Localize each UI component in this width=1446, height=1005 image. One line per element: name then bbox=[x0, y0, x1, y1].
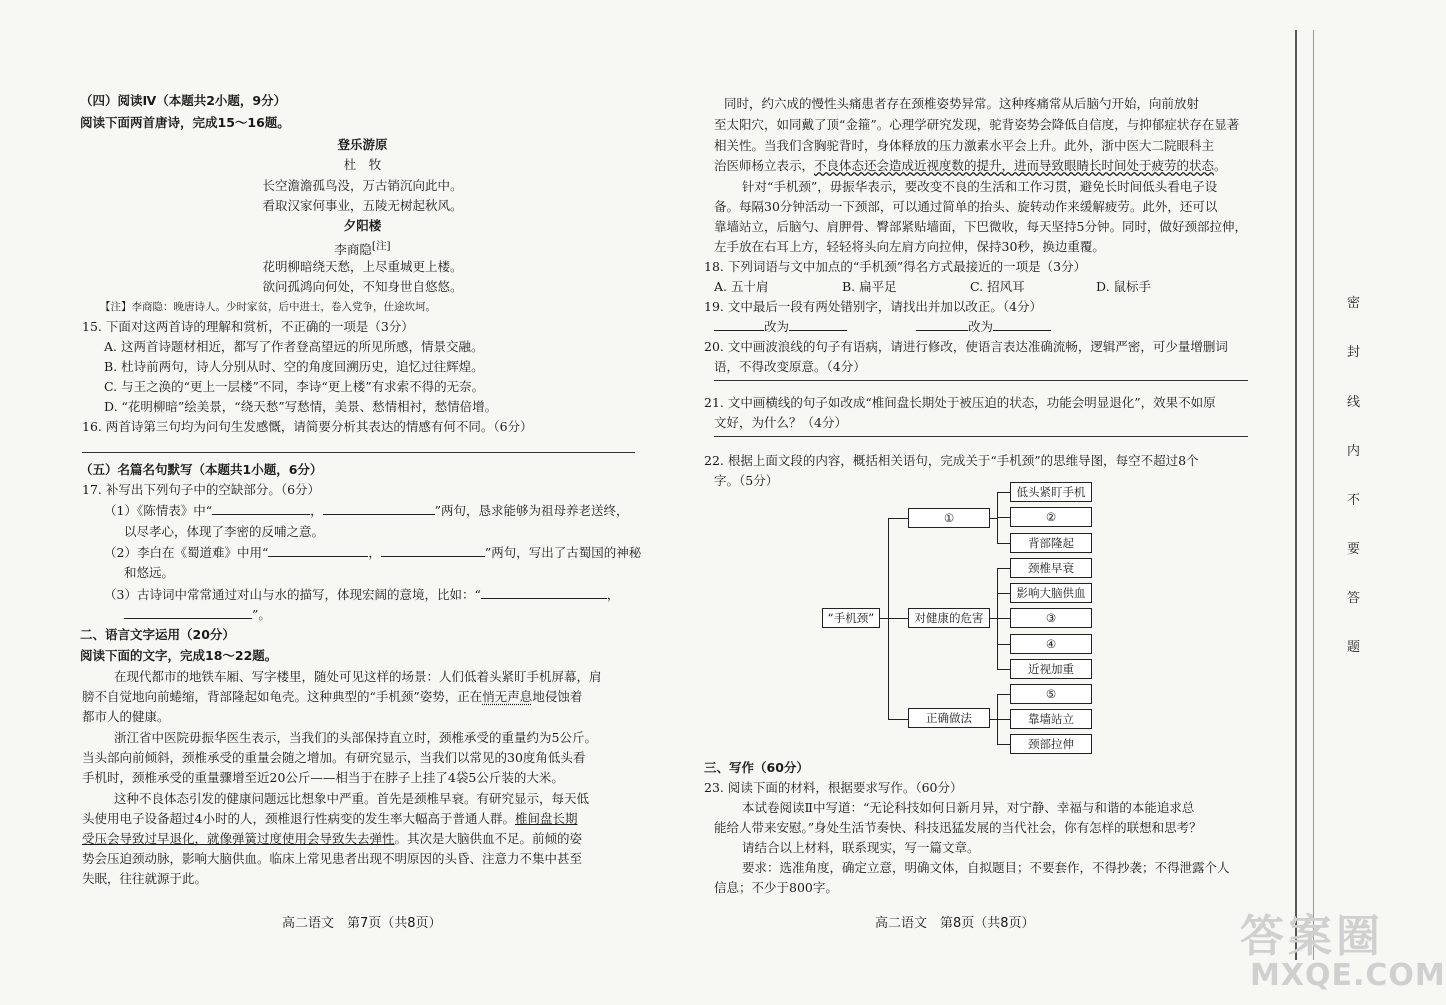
poem1-title: 登乐游原 bbox=[337, 137, 388, 152]
mindmap-leaf: 背部隆起 bbox=[1010, 533, 1092, 553]
mindmap-leaf[interactable]: ② bbox=[1010, 507, 1092, 527]
passage-r1-l2: 至太阳穴，如同戴了顶“金箍”。心理学研究发现，驼背姿势会降低自信度，与抑郁症状存在显著 bbox=[714, 117, 1240, 132]
left-page bbox=[0, 0, 700, 1005]
connector bbox=[989, 518, 997, 519]
passage-p2-l3: 手机时，颈椎承受的重量骤增至近20公斤——相当于在脖子上挂了4袋5公斤装的大米。 bbox=[82, 770, 564, 785]
mindmap-leaf: 靠墙站立 bbox=[1010, 709, 1092, 729]
passage-p3-l2: 头使用电子设备超过4小时的人，颈椎退行性病变的发生率大幅高于普通人群。椎间盘长期 bbox=[82, 811, 578, 826]
question-15: 15. 下面对这两首诗的理解和赏析，不正确的一项是（3分） bbox=[82, 319, 414, 334]
question-17-3: （3）古诗词中常常通过对山与水的描写，体现宏阔的意境，比如：“ ， bbox=[104, 587, 620, 602]
seal-char: 线 bbox=[1347, 395, 1361, 410]
mindmap-root: “手机颈” bbox=[822, 608, 880, 628]
poem2-title: 夕阳楼 bbox=[343, 218, 382, 233]
fill-blank[interactable] bbox=[381, 544, 485, 557]
seal-char: 不 bbox=[1347, 493, 1361, 508]
passage-r2-l4: 左手放在右耳上方，轻轻将头向左肩方向拉伸，保持30秒，换边重覆。 bbox=[714, 239, 1105, 254]
question-22-l1: 22. 根据上面文段的内容，概括相关语句，完成关于“手机颈”的思维导图，每空不超过8个 bbox=[704, 453, 1199, 468]
passage-p3-l4: 势会压迫颈动脉，影响大脑供血。临床上常见患者出现不明原因的头昏、注意力不集中甚至 bbox=[82, 851, 583, 866]
mindmap-branch-1[interactable]: ① bbox=[908, 508, 990, 528]
part2-title: 二、语言文字运用（20分） bbox=[80, 627, 235, 642]
fill-blank[interactable] bbox=[212, 502, 310, 515]
mindmap-branch-2: 对健康的危害 bbox=[908, 608, 990, 628]
underlined-sentence: 椎间盘长期 bbox=[514, 811, 578, 826]
page-footer: 高二语文 第7页（共8页） bbox=[282, 916, 442, 931]
watermark-logo bbox=[1230, 900, 1446, 1000]
question-18: 18. 下列词语与文中加点的“手机颈”得名方式最接近的一项是（3分） bbox=[704, 259, 1087, 274]
poem2-line1: 花明柳暗绕天愁，上尽重城更上楼。 bbox=[262, 259, 463, 274]
writing-material-l3: 请结合以上材料，联系现实，写一篇文章。 bbox=[742, 840, 980, 855]
question-18-option-c: C. 招风耳 bbox=[970, 279, 1025, 294]
passage-p1-l3: 都市人的健康。 bbox=[82, 709, 170, 724]
section5-title: （五）名篇名句默写（本题共1小题，6分） bbox=[80, 462, 323, 477]
underlined-sentence: 受压会导致过早退化，就像弹簧过度使用会导致失去弹性 bbox=[82, 831, 395, 846]
fill-blank[interactable] bbox=[789, 318, 847, 331]
watermark-text: 答案圈 bbox=[1240, 911, 1384, 962]
connector bbox=[997, 568, 1010, 569]
question-18-option-b: B. 扁平足 bbox=[842, 279, 897, 294]
writing-material-l2: 能给人带来安慰。”身处生活节奏快、科技迅猛发展的当代社会，你有怎样的联想和思考？ bbox=[714, 820, 1202, 835]
seal-char: 内 bbox=[1347, 444, 1361, 459]
poem1-line1: 长空澹澹孤鸟没，万古销沉向此中。 bbox=[262, 178, 463, 193]
connector bbox=[997, 517, 1010, 518]
connector bbox=[997, 618, 1010, 619]
passage-p3-l5: 失眠，往往就源于此。 bbox=[82, 871, 208, 886]
seal-char: 题 bbox=[1347, 640, 1361, 655]
question-18-option-d: D. 鼠标手 bbox=[1096, 279, 1152, 294]
mindmap-leaf: 近视加重 bbox=[1010, 659, 1092, 679]
poem2-author: 李商隐 bbox=[334, 242, 372, 258]
question-20-l2: 语，不得改变原意。（4分） bbox=[714, 359, 866, 374]
passage-p3-l1: 这种不良体态引发的健康问题远比想象中严重。首先是颈椎早衰。有研究显示，每天低 bbox=[114, 791, 590, 806]
part2-instruction: 阅读下面的文字，完成18～22题。 bbox=[80, 648, 278, 663]
passage-p3-l3: 受压会导致过早退化，就像弹簧过度使用会导致失去弹性。其次是大脑供血不足。前倾的姿 bbox=[82, 831, 583, 846]
connector bbox=[997, 669, 1010, 670]
fill-blank[interactable] bbox=[993, 318, 1051, 331]
passage-r2-l3: 靠墙站立，后脑勺、肩胛骨、臀部紧贴墙面，下巴微收，每天坚持5分钟。同时，做好颈部拉伸， bbox=[714, 219, 1247, 234]
question-19-answer-2: 改为 bbox=[916, 318, 1051, 336]
section4-title: （四）阅读Ⅳ（本题共2小题，9分） bbox=[80, 93, 287, 108]
dotted-term: 悄无声息 bbox=[482, 689, 533, 704]
question-22-l2: 字。（5分） bbox=[714, 473, 779, 488]
fill-blank[interactable] bbox=[124, 606, 252, 619]
part3-title: 三、写作（60分） bbox=[704, 760, 809, 775]
passage-p1-l2: 膀不自觉地向前蜷缩，背部隆起如龟壳。这种典型的“手机颈”姿势，正在悄无声息地侵蚀着 bbox=[82, 689, 583, 704]
passage-r2-l2: 备。每隔30分钟活动一下颈部，可以通过简单的抬头、旋转动作来缓解疲劳。此外，还可以 bbox=[714, 199, 1218, 214]
question-19-answer-1: 改为 bbox=[714, 318, 847, 336]
seal-char: 密 bbox=[1347, 296, 1361, 311]
seal-char: 答 bbox=[1347, 591, 1361, 606]
question-15-option-b: B. 杜诗前两句，诗人分别从时、空的角度回溯历史，追忆过往辉煌。 bbox=[104, 359, 484, 374]
section4-instruction: 阅读下面两首唐诗，完成15～16题。 bbox=[80, 115, 290, 130]
question-15-option-d: D. “花明柳暗”绘美景，“绕天愁”写愁情，美景、愁情相衬，愁情倍增。 bbox=[104, 399, 498, 414]
passage-r1-l3: 相关性。当我们含胸驼背时，身体释放的压力激素水平会上升。此外，浙中医大二院眼科主 bbox=[714, 138, 1215, 153]
question-18-option-a: A. 五十肩 bbox=[714, 279, 769, 294]
passage-p2-l1: 浙江省中医院毋振华医生表示，当我们的头部保持直立时，颈椎承受的重量约为5公斤。 bbox=[114, 730, 597, 745]
poem2-line2: 欲问孤鸿向何处，不知身世自悠悠。 bbox=[262, 279, 463, 294]
mindmap-leaf: 颈椎早衰 bbox=[1010, 558, 1092, 578]
mindmap-leaf: 低头紧盯手机 bbox=[1010, 482, 1092, 502]
connector bbox=[888, 518, 908, 519]
passage-r2-l1: 针对“手机颈”，毋振华表示，要改变不良的生活和工作习贯，避免长时间低头看电子设 bbox=[742, 179, 1218, 194]
question-17-1-cont: 以尽孝心，体现了李密的反哺之意。 bbox=[124, 524, 325, 539]
connector bbox=[997, 543, 1010, 544]
poem2-note-mark: [注] bbox=[371, 240, 391, 252]
mindmap-leaf: 颈部拉伸 bbox=[1010, 734, 1092, 754]
connector bbox=[997, 492, 1010, 493]
answer-line bbox=[714, 436, 1248, 437]
connector bbox=[888, 618, 908, 619]
poem2-author-line bbox=[200, 237, 525, 259]
question-15-option-a: A. 这两首诗题材相近，都写了作者登高望远的所见所感，情景交融。 bbox=[104, 339, 484, 354]
connector bbox=[888, 719, 908, 720]
mindmap-leaf[interactable]: ③ bbox=[1010, 608, 1092, 628]
connector bbox=[879, 618, 888, 619]
binding-line bbox=[1295, 30, 1297, 960]
fill-blank[interactable] bbox=[916, 318, 968, 331]
seal-char: 封 bbox=[1347, 345, 1361, 360]
connector bbox=[997, 719, 1010, 720]
connector bbox=[997, 744, 1010, 745]
seal-char: 要 bbox=[1347, 542, 1361, 557]
question-17-2-cont: 和悠远。 bbox=[124, 565, 175, 580]
question-17-2: （2）李白在《蜀道难》中用“ ， ”两句，写出了古蜀国的神秘 bbox=[104, 545, 642, 560]
question-17-1: （1）《陈情表》中“ ， ”两句，恳求能够为祖母养老送终， bbox=[104, 503, 629, 518]
fill-blank[interactable] bbox=[323, 502, 435, 515]
writing-requirements-l2: 信息；不少于800字。 bbox=[714, 880, 838, 895]
passage-p2-l2: 当头部向前倾斜，颈椎承受的重量会随之增加。有研究显示，当我们以常见的30度角低头看 bbox=[82, 750, 586, 765]
poem-note: 【注】李商隐：晚唐诗人。少时家贫，后中进士，卷入党争，仕途坎坷。 bbox=[100, 301, 436, 313]
question-16: 16. 两首诗第三句均为问句生发感慨，请简要分析其表达的情感有何不同。（6分） bbox=[82, 419, 533, 434]
question-21-l2: 文好，为什么？（4分） bbox=[714, 415, 847, 430]
mindmap-leaf: 影响大脑供血 bbox=[1010, 583, 1092, 603]
wavy-sentence: 不良体态还会造成近视度数的提升，进而导致眼睛长时间处于疲劳的状态 bbox=[814, 158, 1215, 173]
question-20-l1: 20. 文中画波浪线的句子有语病，请进行修改，使语言表达准确流畅，逻辑严密，可少量增删词 bbox=[704, 339, 1228, 354]
poem1-author: 杜 牧 bbox=[343, 157, 382, 172]
page-footer: 高二语文 第8页（共8页） bbox=[875, 916, 1035, 931]
writing-material-l1: 本试卷阅读Ⅱ中写道：“无论科技如何日新月异，对宁静、幸福与和谐的本能追求总 bbox=[742, 800, 1195, 815]
question-23: 23. 阅读下面的材料，根据要求写作。（60分） bbox=[704, 780, 963, 795]
passage-p1-l1: 在现代都市的地铁车厢、写字楼里，随处可见这样的场景：人们低着头紧盯手机屏幕，肩 bbox=[114, 669, 602, 684]
answer-line bbox=[82, 452, 635, 453]
mindmap-branch-3: 正确做法 bbox=[908, 708, 990, 728]
binding-line bbox=[1313, 30, 1314, 960]
question-17: 17. 补写出下列句子中的空缺部分。（6分） bbox=[82, 482, 321, 497]
mindmap-leaf[interactable]: ④ bbox=[1010, 634, 1092, 654]
connector bbox=[989, 719, 997, 720]
passage-r1-l1: 同时，约六成的慢性头痛患者存在颈椎姿势异常。这种疼痛常从后脑勺开始，向前放射 bbox=[724, 96, 1200, 111]
watermark-url: MXQE.COM bbox=[1250, 958, 1446, 993]
question-17-3-cont: ”。 bbox=[124, 606, 271, 624]
connector bbox=[997, 644, 1010, 645]
connector bbox=[997, 694, 1010, 695]
fill-blank[interactable] bbox=[481, 586, 607, 599]
binding-strip bbox=[1285, 0, 1417, 1005]
mindmap-leaf[interactable]: ⑤ bbox=[1010, 684, 1092, 704]
question-19: 19. 文中最后一段有两处错别字，请找出并加以改正。（4分） bbox=[704, 299, 1043, 314]
right-page bbox=[700, 0, 1285, 1005]
fill-blank[interactable] bbox=[714, 318, 764, 331]
answer-line bbox=[714, 380, 1248, 381]
question-15-option-c: C. 与王之涣的“更上一层楼”不同，李诗“更上楼”有求索不得的无奈。 bbox=[104, 379, 485, 394]
writing-requirements-l1: 要求：选准角度，确定立意，明确文体，自拟题目；不要套作，不得抄袭；不得泄露个人 bbox=[742, 860, 1230, 875]
connector bbox=[997, 593, 1010, 594]
connector bbox=[989, 618, 997, 619]
poem1-line2: 看取汉家何事业，五陵无树起秋风。 bbox=[262, 198, 463, 213]
question-21-l1: 21. 文中画横线的句子如改成“椎间盘长期处于被压迫的状态，功能会明显退化”，效果不如原 bbox=[704, 395, 1216, 410]
fill-blank[interactable] bbox=[268, 544, 368, 557]
passage-r1-l4: 治医师杨立表示，不良体态还会造成近视度数的提升，进而导致眼睛长时间处于疲劳的状态。 bbox=[714, 158, 1227, 173]
